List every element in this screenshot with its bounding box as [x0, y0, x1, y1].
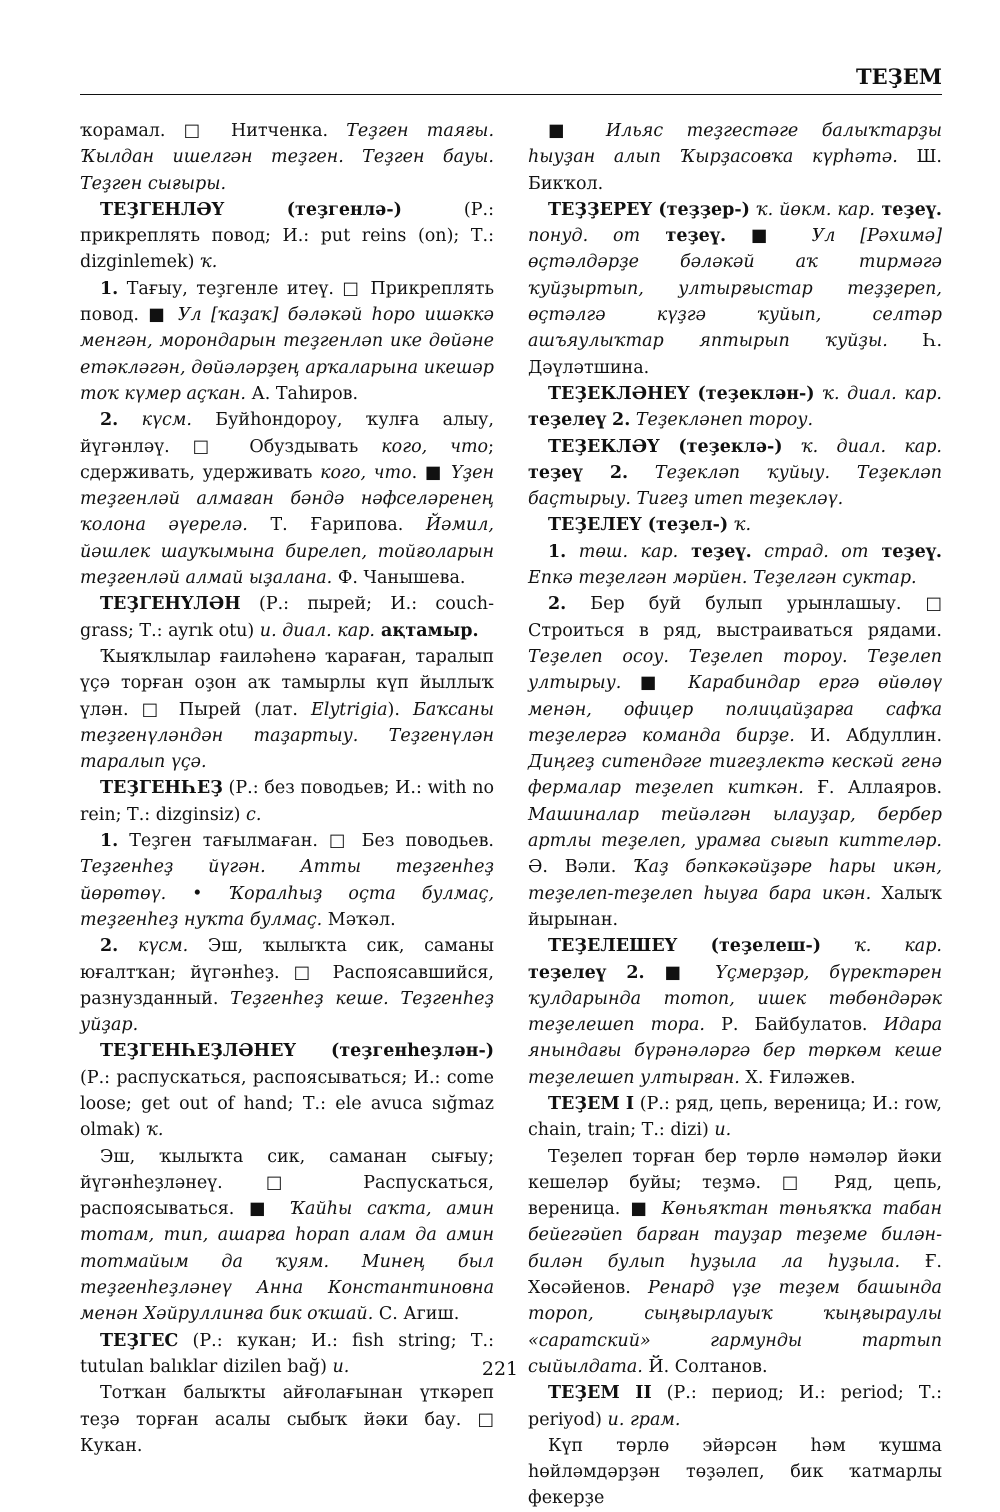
italic-text: күсм. — [118, 410, 192, 431]
body-text: Х. Ғиләжев. — [739, 1067, 856, 1088]
body-text: Күп төрлө эйәрсән һәм ҡушма һөйләмдәрҙән төҙәлеп, бик ҡатмарлы фекерҙе — [528, 1435, 942, 1509]
dictionary-paragraph — [528, 381, 942, 434]
italic-text: Теҙгенһеҙ йүгән. Атты теҙгенһеҙ йөрөтөү. — [80, 857, 494, 904]
body-text: • — [166, 883, 229, 904]
body-text: Ш. Бикҡол. — [528, 147, 942, 194]
dictionary-paragraph — [80, 933, 494, 1038]
right-column — [528, 118, 942, 1512]
body-text: ■ — [548, 121, 606, 141]
headword-text: 1. — [100, 831, 119, 852]
headword-text: ТЕҘГЕНҺЕҘ — [100, 778, 223, 799]
body-text: ҡорамал. □ Нитченка. — [80, 121, 347, 141]
italic-text: Ҡоралһыҙ оҫта булмаҫ, теҙгенһеҙ нуҡта булмаҫ. — [80, 883, 495, 930]
italic-text: Ҡаҙ бәпкәкәйҙәре һары икән, теҙелеп-теҙелеп һыуға бара икән. — [528, 857, 942, 904]
body-text: Эш, ҡылыҡта сик, саманы юғалтҡан; йүгәнһеҙ. □ Распоясавшийся, разнузданный. — [80, 936, 494, 1009]
body-text: (Р.: кукан; И.: fish string; Т.: tutulan balıklar dizilen bağ) — [80, 1330, 494, 1377]
italic-text: и. — [332, 1356, 350, 1377]
page-number: 221 — [481, 1358, 519, 1380]
body-text: Ҡыяҡлылар ғаиләһенә ҡараған, таралып үҫә торған оҙон аҡ тамырлы күп йыллыҡ үлән. □ Пырей (лат. — [80, 646, 494, 720]
body-text: (Р.: ряд, цепь, вереница; И.: row, chain, train; Т.: dizi) — [528, 1093, 942, 1141]
dictionary-paragraph — [528, 591, 942, 933]
italic-text: ҡ. кар. — [821, 936, 942, 957]
headword-text: ТЕҘЕКЛӘҮ (теҙеклә-) — [548, 436, 783, 457]
dictionary-paragraph — [80, 118, 494, 197]
italic-text: Йәмил, йәшлек шауҡымына бирелеп, тойғоларын теҙгенләй алмай ыҙалана. — [80, 515, 494, 589]
body-text: Р. Байбулатов. — [704, 1015, 884, 1036]
italic-text: с. — [246, 804, 262, 825]
headword-text: теҙеү. — [678, 541, 752, 562]
body-text: Ф. Чанышева. — [332, 568, 466, 589]
dictionary-paragraph — [80, 775, 494, 828]
italic-text: кого, что — [320, 462, 412, 483]
italic-text: ҡ. йөкм. кар. — [749, 199, 875, 220]
body-text: ; сдерживать, удерживать — [80, 436, 495, 483]
italic-text: Карабиндар ергә өйөлөү менән, офицер полицайҙарға сафҡа теҙелергә команда бирҙе. — [528, 673, 942, 746]
body-text: (Р.: распускаться, распоясываться; И.: come loose; get out of hand; Т.: ele avuca sığmaz olmak) — [80, 1067, 494, 1141]
headword-text: 1. — [548, 541, 567, 562]
dictionary-paragraph — [528, 197, 942, 381]
dictionary-paragraph — [80, 407, 494, 591]
headword-text: ТЕҘЕМ I — [548, 1093, 635, 1114]
body-text: (Р.: период; И.: period; Т.: periyod) — [528, 1383, 942, 1430]
dictionary-paragraph — [80, 1038, 494, 1143]
italic-text: Машиналар тейәлгән ылауҙар, бербер артлы теҙелеп, урамға сығып киттеләр. — [528, 804, 942, 852]
italic-text: Диңгеҙ ситендәге тигеҙлектә кескәй генә фермалар теҙелеп киткән. — [528, 752, 942, 799]
dictionary-paragraph — [80, 828, 494, 933]
body-text: Ғ. Хөсәйенов. — [528, 1251, 942, 1299]
headword-text: ТЕҘГЕНЛӘҮ (теҙгенлә-) — [100, 199, 402, 220]
italic-text: ҡ. диал. кар. — [782, 436, 942, 457]
body-text: С. Агиш. — [373, 1304, 460, 1325]
headword-text: теҙеү. — [640, 226, 727, 247]
italic-text: Теҙелеп осоу. Теҙелеп тороу. Теҙелеп ултырыу. — [528, 646, 942, 694]
italic-text: Теҙген таяғы. Ҡылдан ишелгән теҙген. Теҙген бауы. Теҙген сығыры. — [80, 121, 495, 194]
italic-text: кого, что — [381, 436, 489, 457]
headword-text: 2. — [548, 594, 567, 615]
italic-text: понуд. от — [528, 226, 641, 247]
italic-text: Ренард үҙе теҙем башында тороп, сыңғырлауыҡ ҡыңғыраулы «саратский» гармунды тартып сыйылдата. — [528, 1278, 942, 1377]
headword-text: ТЕҘГЕНҮЛӘН — [100, 594, 241, 615]
headword-text: 2. — [100, 936, 119, 957]
dictionary-paragraph — [528, 1144, 942, 1381]
body-text: Тотҡан балыҡты айғолағынан үткәреп теҙә торған асалы сыбыҡ йәки бау. □ Кукан. — [80, 1383, 494, 1456]
body-text: Теҙген тағылмаған. □ Без поводьев. — [118, 831, 494, 852]
dictionary-paragraph — [528, 512, 942, 538]
italic-text: ҡ. диал. кар. — [814, 383, 942, 404]
italic-text: Көньяҡтан төньяҡҡа табан бейегәйеп барған тауҙар теҙеме билән-билән булып һуҙыла ла һуҙыла. — [528, 1199, 942, 1272]
body-text: Эш, ҡылыҡта сик, саманан сығыу; йүгәнһеҙләнеү. □ Распускаться, распоясываться. ■ — [80, 1146, 494, 1220]
headword-text: ТЕҘҘЕРЕҮ (теҙҙер-) — [548, 199, 750, 220]
headword-text: теҙеү 2. — [528, 462, 629, 483]
headword-text: ТЕҘГЕС — [100, 1330, 179, 1351]
italic-text: страд. от — [751, 541, 869, 562]
dictionary-paragraph — [80, 1144, 494, 1328]
dictionary-paragraph — [528, 1433, 942, 1512]
dictionary-paragraph — [80, 197, 494, 276]
italic-text: Теҙекләп ҡуйыу. Теҙекләп баҫтырыу. Тигеҙ итеп теҙекләү. — [528, 462, 942, 510]
running-head-title: ТЕҘЕМ — [855, 64, 942, 89]
italic-text: и. — [714, 1120, 732, 1141]
body-text: Й. Солтанов. — [642, 1356, 768, 1377]
body-text: (Р.: прикреплять повод; И.: put reins (on); Т.: dizginlemek) — [80, 199, 494, 273]
body-text: (Р.: пырей; И.: couch-grass; Т.: ayrık otu) — [80, 594, 494, 641]
body-text: И. Абдуллин. — [794, 725, 943, 746]
left-column — [80, 118, 494, 1512]
headword-text: теҙеү. — [868, 541, 942, 562]
headword-text: ТЕҘГЕНҺЕҘЛӘНЕҮ (теҙгенһеҙлән-) — [100, 1041, 494, 1062]
italic-text: Теҙгенһеҙ кеше. Теҙгенһеҙ уйҙар. — [80, 988, 494, 1036]
body-text: ■ — [621, 673, 689, 694]
headword-text: теҙелеү 2. — [528, 962, 645, 983]
body-text: Халыҡ йырынан. — [528, 883, 942, 930]
italic-text: Баҡсаны теҙгенүләндән таҙартыу. Теҙгенүлән таралып үҫә. — [80, 699, 495, 773]
italic-text: Ҡайһы саҡта, амин тотам, тип, ашарға һорап алам да амин тотмайым да ҡуям. Минең был теҙгенһеҙләнеү Анна Константиновна менән Хәйруллинға бик оҡшай. — [80, 1199, 494, 1325]
italic-text: Ул [Рәхимә] өҫтәлдәрҙе бәләкәй аҡ тирмәгә ҡуйҙыртып, ултырғыстар теҙҙереп, өҫтәлгә күҙгә ҡуйып, селтәр ашъяулыҡтар яптырып ҡуйҙы. — [528, 226, 942, 352]
dictionary-paragraph — [528, 1091, 942, 1144]
headword-text: ТЕҘЕМ II — [548, 1383, 652, 1404]
italic-text: Үҙен теҙгенләй алмаған бәндә нәфселәренең ҡолона әүерелә. — [80, 462, 494, 536]
body-text: Ғ. Аллаяров. — [803, 778, 943, 799]
headword-text: ТЕҘЕКЛӘНЕҮ (теҙеклән-) — [548, 383, 815, 404]
italic-text: күсм. — [118, 936, 189, 957]
italic-text: Үҫмерҙәр, бүректәрен ҡулдарында тотоп, ишек төбөндәрәк теҙелешеп тора. — [528, 962, 942, 1036]
body-text: ■ — [726, 226, 812, 247]
dictionary-paragraph — [80, 644, 494, 775]
headword-text: 1. — [100, 278, 119, 299]
dictionary-paragraph — [80, 1380, 494, 1459]
italic-text: и. диал. кар. — [259, 620, 375, 641]
dictionary-paragraph — [528, 1380, 942, 1433]
body-text: Бер буй булып урынлашыу. □ Строиться в ряд, выстраиваться рядами. — [528, 594, 942, 641]
body-text: ■ — [644, 962, 716, 983]
body-text: Теҙелеп торған бер төрлө нәмәләр йәки кешеләр буйы; теҙмә. □ Ряд, цепь, вереница. ■ — [528, 1146, 942, 1220]
page-columns — [80, 118, 942, 1512]
headword-text: теҙелеү 2. — [528, 410, 631, 431]
italic-text: ҡ. — [200, 252, 218, 273]
italic-text: төш. кар. — [566, 541, 679, 562]
italic-text: Ильяс теҙгестәге балыҡтарҙы һыуҙан алып Ҡырҙасовҡа күрһәтә. — [528, 121, 942, 168]
italic-text: ҡ. — [146, 1120, 164, 1141]
headword-text: теҙеү. — [874, 199, 942, 220]
body-text: Мәҡәл. — [322, 909, 396, 930]
body-text: ). — [387, 699, 413, 720]
body-text: Һ. Дәүләтшина. — [528, 331, 943, 378]
dictionary-paragraph — [80, 591, 494, 644]
headword-text: 2. — [100, 410, 119, 431]
headword-text: ТЕҘЕЛЕҮ (теҙел-) — [548, 515, 729, 536]
body-text: Т. Ғарипова. — [247, 515, 426, 536]
headword-text: ақтамыр. — [374, 620, 479, 641]
body-text: (Р.: без поводьев; И.: with no rein; Т.: dizginsiz) — [80, 778, 494, 825]
italic-text: Идара янындағы бүрәнәләргә бер төркөм кеше теҙелешеп ултырған. — [528, 1015, 942, 1088]
headword-text: ТЕҘЕЛЕШЕҮ (теҙелеш-) — [548, 936, 822, 957]
dictionary-paragraph — [528, 434, 942, 513]
dictionary-paragraph — [528, 539, 942, 592]
dictionary-paragraph — [528, 118, 942, 197]
dictionary-paragraph — [528, 933, 942, 1091]
italic-text: и. грам. — [607, 1409, 681, 1430]
body-text: Буйһондороу, ҡулға алыу, йүгәнләү. □ Обуздывать — [80, 410, 494, 457]
italic-text: Теҙекләнеп тороу. — [630, 410, 814, 431]
body-text: А. Таһиров. — [245, 383, 359, 404]
body-text: Ә. Вәли. — [528, 857, 634, 878]
body-text: Тағыу, теҙгенле итеү. □ Прикреплять повод. ■ — [80, 278, 494, 326]
body-text: . ■ — [411, 462, 452, 483]
italic-text: Ул [ҡаҙаҡ] бәләкәй һоро ишәккә менгән, морондарын теҙгенләп ике дөйәне етәкләгән, дөйәләрҙең арҡаларына икешәр тоҡ күмер аҫҡан. — [80, 305, 494, 404]
dictionary-paragraph — [80, 276, 494, 407]
italic-text: Elytrigia — [311, 699, 388, 720]
running-head — [80, 64, 942, 95]
italic-text: ҡ. — [728, 515, 752, 536]
italic-text: Епкә теҙелгән мәрйен. Теҙелгән суктар. — [528, 568, 917, 589]
